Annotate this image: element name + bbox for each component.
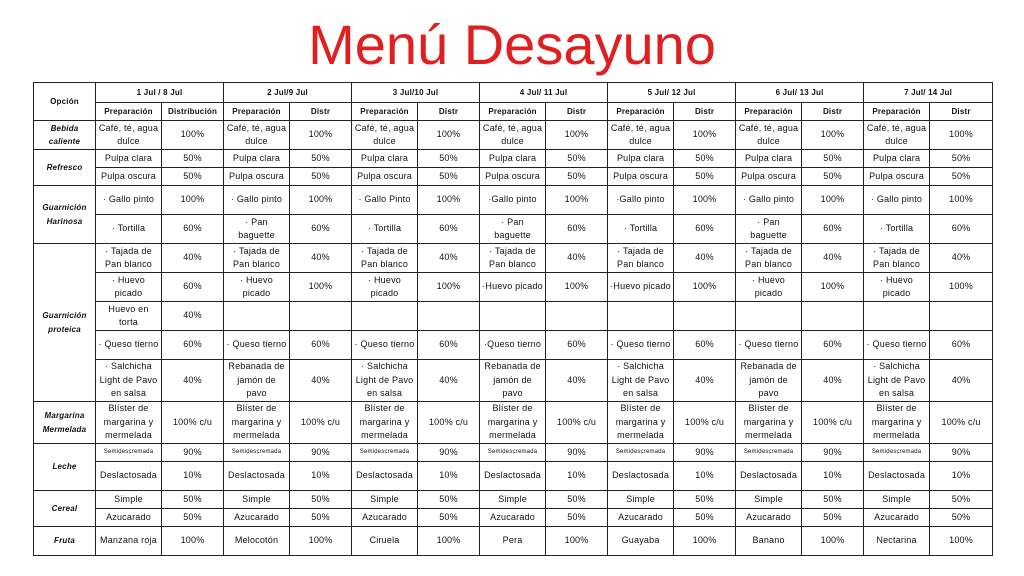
week-header: 3 Jul/10 Jul [352, 83, 480, 103]
distribution-cell: 90% [930, 444, 993, 462]
distribution-cell: 50% [546, 509, 608, 527]
preparation-cell: Pulpa clara [864, 150, 930, 168]
preparation-cell: · Gallo pinto [96, 186, 162, 215]
preparation-cell: · Queso tierno [96, 331, 162, 360]
distribution-cell: 50% [930, 491, 993, 509]
distribution-cell [674, 302, 736, 331]
distribution-cell: 50% [290, 491, 352, 509]
distribution-cell: 60% [930, 215, 993, 244]
preparation-cell: Deslactosada [736, 462, 802, 491]
distribution-cell: 50% [162, 509, 224, 527]
distribution-cell: 50% [418, 150, 480, 168]
preparation-cell: Pulpa oscura [736, 168, 802, 186]
table-row [34, 402, 993, 444]
table-row [34, 331, 993, 360]
preparation-cell: Azucarado [224, 509, 290, 527]
distribution-cell: 10% [162, 462, 224, 491]
distribution-cell: 60% [162, 331, 224, 360]
preparation-cell: · Tajada de Pan blanco [352, 244, 418, 273]
subheader-cell: Preparación [608, 103, 674, 121]
distribution-cell: 100% [162, 186, 224, 215]
row-group-label: Bebida caliente [34, 121, 96, 150]
distribution-cell: 50% [674, 168, 736, 186]
distribution-cell: 100% c/u [930, 402, 993, 444]
distribution-cell: 90% [290, 444, 352, 462]
table-row [34, 509, 993, 527]
subheader-cell: Preparación [96, 103, 162, 121]
preparation-cell: Azucarado [608, 509, 674, 527]
distribution-cell [930, 302, 993, 331]
distribution-cell: 40% [802, 244, 864, 273]
distribution-cell: 100% [930, 527, 993, 556]
preparation-cell: Semidescremada [608, 444, 674, 462]
preparation-cell: Blíster de margarina y mermelada [352, 402, 418, 444]
preparation-cell: · Tajada de Pan blanco [224, 244, 290, 273]
preparation-cell: · Queso tierno [224, 331, 290, 360]
preparation-cell: · Queso tierno [864, 331, 930, 360]
preparation-cell: Simple [96, 491, 162, 509]
distribution-cell: 50% [162, 491, 224, 509]
distribution-cell: 50% [290, 150, 352, 168]
distribution-cell: 10% [290, 462, 352, 491]
table-row [34, 244, 993, 273]
preparation-cell: Nectarina [864, 527, 930, 556]
distribution-cell: 40% [290, 360, 352, 402]
row-group-label: Cereal [34, 491, 96, 527]
preparation-cell: Simple [224, 491, 290, 509]
preparation-cell: Pulpa clara [352, 150, 418, 168]
distribution-cell: 50% [930, 509, 993, 527]
distribution-cell: 90% [162, 444, 224, 462]
preparation-cell: · Tortilla [608, 215, 674, 244]
distribution-cell: 50% [418, 168, 480, 186]
subheader-cell: Distribución [162, 103, 224, 121]
table-row [34, 121, 993, 150]
preparation-cell: Simple [864, 491, 930, 509]
distribution-cell: 60% [162, 215, 224, 244]
preparation-cell: Semidescremada [864, 444, 930, 462]
week-header: 5 Jul/ 12 Jul [608, 83, 736, 103]
preparation-cell: · Tortilla [96, 215, 162, 244]
distribution-cell: 100% [418, 186, 480, 215]
distribution-cell: 60% [930, 331, 993, 360]
distribution-cell: 100% [674, 273, 736, 302]
preparation-cell: · Tortilla [352, 215, 418, 244]
distribution-cell: 100% [546, 121, 608, 150]
distribution-cell: 100% [930, 186, 993, 215]
week-header: 2 Jul/9 Jul [224, 83, 352, 103]
distribution-cell: 60% [290, 331, 352, 360]
preparation-cell: Café, té, agua dulce [96, 121, 162, 150]
distribution-cell: 60% [546, 215, 608, 244]
preparation-cell: Blíster de margarina y mermelada [736, 402, 802, 444]
distribution-cell: 60% [546, 331, 608, 360]
distribution-cell: 10% [930, 462, 993, 491]
distribution-cell: 40% [674, 360, 736, 402]
distribution-cell: 100% [290, 186, 352, 215]
distribution-cell: 100% [162, 121, 224, 150]
distribution-cell: 100% c/u [162, 402, 224, 444]
table-row [34, 360, 993, 402]
preparation-cell: · Pan baguette [736, 215, 802, 244]
row-group-label: Guarnición Harinosa [34, 186, 96, 244]
distribution-cell: 10% [802, 462, 864, 491]
subheader-cell: Preparación [736, 103, 802, 121]
distribution-cell: 60% [674, 331, 736, 360]
distribution-cell: 100% [802, 273, 864, 302]
row-group-label: Refresco [34, 150, 96, 186]
preparation-cell: · Salchicha Light de Pavo en salsa [864, 360, 930, 402]
preparation-cell: Azucarado [352, 509, 418, 527]
distribution-cell: 60% [418, 215, 480, 244]
preparation-cell: · Tajada de Pan blanco [480, 244, 546, 273]
preparation-cell: · Queso tierno [736, 331, 802, 360]
distribution-cell: 50% [674, 150, 736, 168]
preparation-cell: · Tajada de Pan blanco [608, 244, 674, 273]
distribution-cell: 40% [162, 244, 224, 273]
preparation-cell: ·Gallo pinto [480, 186, 546, 215]
preparation-cell: ·Gallo pinto [608, 186, 674, 215]
preparation-cell: · Queso tierno [352, 331, 418, 360]
distribution-cell: 100% [546, 527, 608, 556]
distribution-cell: 100% [290, 527, 352, 556]
subheader-cell: Distr [930, 103, 993, 121]
preparation-cell: Simple [480, 491, 546, 509]
preparation-cell [608, 302, 674, 331]
preparation-cell: Deslactosada [224, 462, 290, 491]
table-row [34, 186, 993, 215]
distribution-cell: 40% [162, 360, 224, 402]
distribution-cell: 50% [674, 509, 736, 527]
distribution-cell: 50% [546, 168, 608, 186]
preparation-cell: Rebanada de jamón de pavo [224, 360, 290, 402]
week-header: 6 Jul/ 13 Jul [736, 83, 864, 103]
preparation-cell [352, 302, 418, 331]
preparation-cell: · Queso tierno [608, 331, 674, 360]
preparation-cell: · Tajada de Pan blanco [736, 244, 802, 273]
distribution-cell: 40% [418, 360, 480, 402]
week-header: 7 Jul/ 14 Jul [864, 83, 993, 103]
preparation-cell: Deslactosada [96, 462, 162, 491]
preparation-cell: Blíster de margarina y mermelada [480, 402, 546, 444]
subheader-cell: Distr [546, 103, 608, 121]
distribution-cell [802, 302, 864, 331]
preparation-cell: Huevo en torta [96, 302, 162, 331]
distribution-cell: 100% [802, 121, 864, 150]
distribution-cell: 100% [930, 273, 993, 302]
preparation-cell: Simple [608, 491, 674, 509]
preparation-cell: Semidescremada [480, 444, 546, 462]
preparation-cell: · Huevo picado [736, 273, 802, 302]
preparation-cell: ·Huevo picado [480, 273, 546, 302]
preparation-cell: Café, té, agua dulce [352, 121, 418, 150]
distribution-cell: 90% [674, 444, 736, 462]
preparation-cell: Pulpa clara [224, 150, 290, 168]
preparation-cell [224, 302, 290, 331]
distribution-cell: 50% [162, 150, 224, 168]
preparation-cell [736, 302, 802, 331]
subheader-cell: Distr [418, 103, 480, 121]
table-row [34, 462, 993, 491]
preparation-cell: Deslactosada [864, 462, 930, 491]
preparation-cell: Azucarado [736, 509, 802, 527]
distribution-cell: 100% [290, 273, 352, 302]
preparation-cell: ·Huevo picado [608, 273, 674, 302]
subheader-cell: Preparación [224, 103, 290, 121]
distribution-cell: 100% [418, 121, 480, 150]
table-row [34, 444, 993, 462]
preparation-cell: Rebanada de jamón de pavo [480, 360, 546, 402]
preparation-cell: Rebanada de jamón de pavo [736, 360, 802, 402]
preparation-cell: Manzana roja [96, 527, 162, 556]
preparation-cell: Ciruela [352, 527, 418, 556]
distribution-cell: 40% [546, 360, 608, 402]
preparation-cell: Pulpa clara [736, 150, 802, 168]
subheader-cell: Distr [802, 103, 864, 121]
preparation-cell: Azucarado [864, 509, 930, 527]
preparation-cell: · Salchicha Light de Pavo en salsa [352, 360, 418, 402]
distribution-cell: 10% [674, 462, 736, 491]
distribution-cell: 90% [802, 444, 864, 462]
option-header: Opción [34, 83, 96, 121]
distribution-cell: 40% [418, 244, 480, 273]
preparation-cell: Café, té, agua dulce [736, 121, 802, 150]
subheader-cell: Preparación [352, 103, 418, 121]
distribution-cell: 100% [162, 527, 224, 556]
row-group-label: Guarnición proteica [34, 244, 96, 402]
preparation-cell: · Gallo pinto [736, 186, 802, 215]
preparation-cell: Simple [736, 491, 802, 509]
distribution-cell: 40% [290, 244, 352, 273]
distribution-cell: 50% [930, 168, 993, 186]
preparation-cell: Pulpa clara [480, 150, 546, 168]
preparation-cell: Deslactosada [480, 462, 546, 491]
preparation-cell: Semidescremada [96, 444, 162, 462]
distribution-cell [418, 302, 480, 331]
distribution-cell: 50% [802, 509, 864, 527]
table-row [34, 491, 993, 509]
distribution-cell: 60% [418, 331, 480, 360]
distribution-cell: 90% [546, 444, 608, 462]
preparation-cell: Pulpa oscura [224, 168, 290, 186]
distribution-cell [546, 302, 608, 331]
distribution-cell: 100% [674, 121, 736, 150]
preparation-cell: · Salchicha Light de Pavo en salsa [608, 360, 674, 402]
preparation-cell: · Gallo Pinto [352, 186, 418, 215]
preparation-cell: Guayaba [608, 527, 674, 556]
distribution-cell: 90% [418, 444, 480, 462]
distribution-cell: 100% c/u [674, 402, 736, 444]
subheader-cell: Preparación [864, 103, 930, 121]
preparation-cell: Deslactosada [608, 462, 674, 491]
distribution-cell: 50% [802, 168, 864, 186]
distribution-cell: 10% [418, 462, 480, 491]
subheader-cell: Preparación [480, 103, 546, 121]
distribution-cell: 100% [418, 527, 480, 556]
distribution-cell: 40% [802, 360, 864, 402]
distribution-cell: 60% [802, 215, 864, 244]
distribution-cell: 40% [930, 360, 993, 402]
preparation-cell: · Tortilla [864, 215, 930, 244]
distribution-cell: 50% [418, 491, 480, 509]
week-header: 4 Jul/ 11 Jul [480, 83, 608, 103]
distribution-cell: 50% [674, 491, 736, 509]
table-row [34, 302, 993, 331]
week-header: 1 Jul / 8 Jul [96, 83, 224, 103]
distribution-cell: 60% [290, 215, 352, 244]
preparation-cell: · Huevo picado [864, 273, 930, 302]
preparation-cell: Pulpa oscura [96, 168, 162, 186]
preparation-cell: Pulpa clara [96, 150, 162, 168]
distribution-cell: 100% [546, 186, 608, 215]
preparation-cell: ·Queso tierno [480, 331, 546, 360]
distribution-cell: 40% [546, 244, 608, 273]
preparation-cell: Semidescremada [352, 444, 418, 462]
preparation-cell: Pulpa oscura [608, 168, 674, 186]
distribution-cell: 50% [802, 150, 864, 168]
preparation-cell: · Pan baguette [224, 215, 290, 244]
header-row [34, 83, 993, 103]
preparation-cell: Pera [480, 527, 546, 556]
distribution-cell: 100% [546, 273, 608, 302]
preparation-cell: Pulpa oscura [480, 168, 546, 186]
distribution-cell: 50% [930, 150, 993, 168]
table-row [34, 168, 993, 186]
distribution-cell: 60% [162, 273, 224, 302]
preparation-cell: Blíster de margarina y mermelada [224, 402, 290, 444]
distribution-cell: 50% [162, 168, 224, 186]
distribution-cell: 40% [162, 302, 224, 331]
table-row [34, 273, 993, 302]
preparation-cell [480, 302, 546, 331]
distribution-cell: 100% [930, 121, 993, 150]
preparation-cell: · Gallo pinto [224, 186, 290, 215]
distribution-cell: 100% c/u [802, 402, 864, 444]
preparation-cell: Semidescremada [224, 444, 290, 462]
subheader-cell: Distr [674, 103, 736, 121]
preparation-cell: Pulpa clara [608, 150, 674, 168]
distribution-cell: 100% c/u [290, 402, 352, 444]
preparation-cell: Azucarado [96, 509, 162, 527]
distribution-cell: 50% [546, 491, 608, 509]
preparation-cell: Café, té, agua dulce [608, 121, 674, 150]
menu-table [33, 82, 993, 556]
distribution-cell [290, 302, 352, 331]
preparation-cell: Pulpa oscura [352, 168, 418, 186]
preparation-cell: Café, té, agua dulce [864, 121, 930, 150]
distribution-cell: 100% [418, 273, 480, 302]
preparation-cell: Deslactosada [352, 462, 418, 491]
page-title: Menú Desayuno [308, 13, 716, 76]
distribution-cell: 40% [930, 244, 993, 273]
subheader-row [34, 103, 993, 121]
distribution-cell: 60% [802, 331, 864, 360]
preparation-cell: · Tajada de Pan blanco [96, 244, 162, 273]
distribution-cell: 50% [290, 168, 352, 186]
distribution-cell: 10% [546, 462, 608, 491]
preparation-cell: Pulpa oscura [864, 168, 930, 186]
preparation-cell: Semidescremada [736, 444, 802, 462]
row-group-label: Leche [34, 444, 96, 491]
row-group-label: Margarina Mermelada [34, 402, 96, 444]
preparation-cell: Banano [736, 527, 802, 556]
table-row [34, 150, 993, 168]
preparation-cell: · Huevo picado [352, 273, 418, 302]
preparation-cell [864, 302, 930, 331]
distribution-cell: 100% c/u [546, 402, 608, 444]
row-group-label: Fruta [34, 527, 96, 556]
distribution-cell: 40% [674, 244, 736, 273]
distribution-cell: 100% [674, 527, 736, 556]
preparation-cell: · Tajada de Pan blanco [864, 244, 930, 273]
preparation-cell: · Huevo picado [224, 273, 290, 302]
preparation-cell: Café, té, agua dulce [224, 121, 290, 150]
preparation-cell: Melocotón [224, 527, 290, 556]
preparation-cell: · Gallo pinto [864, 186, 930, 215]
distribution-cell: 60% [674, 215, 736, 244]
preparation-cell: · Pan baguette [480, 215, 546, 244]
preparation-cell: Café, té, agua dulce [480, 121, 546, 150]
distribution-cell: 100% c/u [418, 402, 480, 444]
distribution-cell: 100% [802, 186, 864, 215]
preparation-cell: Blíster de margarina y mermelada [96, 402, 162, 444]
distribution-cell: 50% [290, 509, 352, 527]
preparation-cell: Simple [352, 491, 418, 509]
distribution-cell: 100% [674, 186, 736, 215]
distribution-cell: 100% [290, 121, 352, 150]
distribution-cell: 50% [418, 509, 480, 527]
table-row [34, 215, 993, 244]
distribution-cell: 50% [546, 150, 608, 168]
subheader-cell: Distr [290, 103, 352, 121]
distribution-cell: 100% [802, 527, 864, 556]
distribution-cell: 50% [802, 491, 864, 509]
table-row [34, 527, 993, 556]
preparation-cell: · Salchicha Light de Pavo en salsa [96, 360, 162, 402]
preparation-cell: Blíster de margarina y mermelada [608, 402, 674, 444]
preparation-cell: · Huevo picado [96, 273, 162, 302]
preparation-cell: Azucarado [480, 509, 546, 527]
preparation-cell: Blíster de margarina y mermelada [864, 402, 930, 444]
